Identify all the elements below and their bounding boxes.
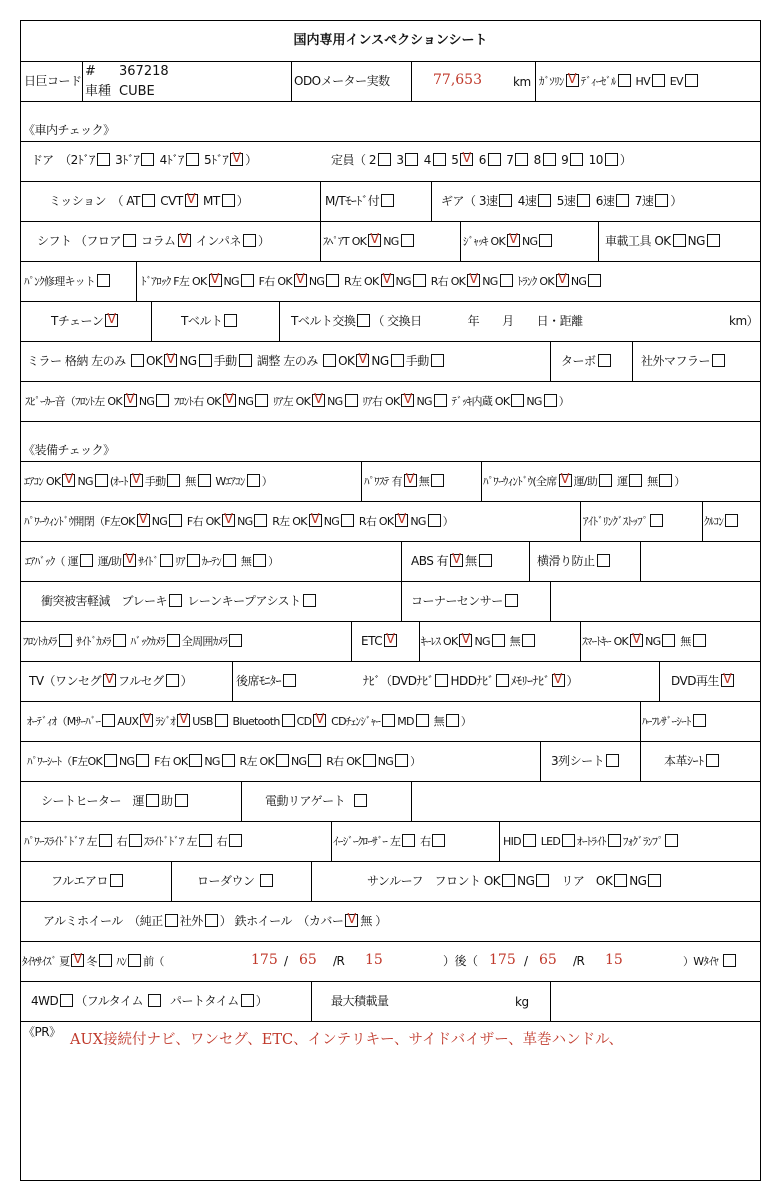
doorlock-rl-ng-checkbox[interactable] bbox=[413, 274, 426, 287]
tire-front-width: 175 bbox=[251, 952, 278, 968]
powersteer-row: ﾊﾟﾜｽﾃ 有V 無 bbox=[364, 474, 446, 490]
tire-rear-open: ）後（ bbox=[443, 954, 478, 968]
tchain-checkbox[interactable] bbox=[105, 314, 118, 327]
audio-mserver-checkbox[interactable] bbox=[102, 714, 115, 727]
doorlock-fr-ok-checkbox[interactable] bbox=[294, 274, 307, 287]
pslide-right-checkbox[interactable] bbox=[129, 834, 142, 847]
led-checkbox[interactable] bbox=[562, 834, 575, 847]
tchain-row: TチェーンV bbox=[51, 313, 120, 329]
collision-row: 衝突被害軽減 ブレーキ レーンキープアシスト bbox=[41, 593, 318, 609]
keyless-ng-checkbox[interactable] bbox=[492, 634, 505, 647]
capacity-9-checkbox[interactable] bbox=[570, 153, 583, 166]
sheet-title: 国内専用インスペクションシート bbox=[293, 33, 488, 48]
tire-rear-width: 175 bbox=[489, 952, 516, 968]
mission-at-checkbox[interactable] bbox=[142, 194, 155, 207]
aircon-manual-checkbox[interactable] bbox=[167, 474, 180, 487]
pseat-rl-ng-checkbox[interactable] bbox=[308, 754, 321, 767]
code-label: 日巨コード bbox=[24, 74, 82, 88]
audio-none-checkbox[interactable] bbox=[446, 714, 459, 727]
fuel-diesel-label: ﾃﾞｨｰｾﾞﾙ bbox=[580, 75, 616, 88]
doorlock-fl-ng-checkbox[interactable] bbox=[241, 274, 254, 287]
tbelt-km: km） bbox=[729, 314, 759, 328]
fuel-row bbox=[539, 74, 700, 90]
navi-dvd-checkbox[interactable] bbox=[435, 674, 448, 687]
heater-assist-checkbox[interactable] bbox=[175, 794, 188, 807]
tire-rear-rim: 15 bbox=[605, 952, 623, 968]
pw-rr-ng-checkbox[interactable] bbox=[428, 514, 441, 527]
abs-none-checkbox[interactable] bbox=[479, 554, 492, 567]
audio-usb-checkbox[interactable] bbox=[215, 714, 228, 727]
door-2-checkbox[interactable] bbox=[97, 153, 110, 166]
tire-front-slash: / bbox=[284, 954, 288, 968]
pslide-row: ﾊﾟﾜｰｽﾗｲﾄﾞﾄﾞｱ 左 右 ｽﾗｲﾄﾞﾄﾞｱ 左 右 bbox=[24, 834, 244, 850]
fulltime-checkbox[interactable] bbox=[148, 994, 161, 1007]
rear-gate-checkbox[interactable] bbox=[354, 794, 367, 807]
speaker-rr-ok-checkbox[interactable] bbox=[401, 394, 414, 407]
navi-hdd-checkbox[interactable] bbox=[496, 674, 509, 687]
speaker-fr-ok-checkbox[interactable] bbox=[223, 394, 236, 407]
pr-text: AUX接続付ナビ、ワンセグ、ETC、インテリキー、サイドバイザー、革巻ハンドル、 bbox=[70, 1032, 624, 1048]
halfleather-checkbox[interactable] bbox=[693, 714, 706, 727]
shift-inpane-checkbox[interactable] bbox=[243, 234, 256, 247]
powersteer-none-checkbox[interactable] bbox=[431, 474, 444, 487]
gear-3-checkbox[interactable] bbox=[499, 194, 512, 207]
doorlock-row: ﾄﾞｱﾛｯｸ F左 OKV NG F右 OKV NG R左 OKV NG R右 OKV NG ﾄﾗﾝｸ OKV NG bbox=[141, 274, 603, 290]
easy-closer-right-checkbox[interactable] bbox=[432, 834, 445, 847]
leather-seat-checkbox[interactable] bbox=[706, 754, 719, 767]
capacity-4-checkbox[interactable] bbox=[433, 153, 446, 166]
door-row: ドア （2ﾄﾞｱ 3ﾄﾞｱ 4ﾄﾞｱ 5ﾄﾞｱV ） bbox=[31, 152, 257, 168]
lowdown-checkbox[interactable] bbox=[260, 874, 273, 887]
pwindow-all-checkbox[interactable] bbox=[559, 474, 572, 487]
speaker-fl-ok-checkbox[interactable] bbox=[124, 394, 137, 407]
tire-front-rim: 15 bbox=[365, 952, 383, 968]
maxload-unit: kg bbox=[515, 995, 529, 1009]
tv-oneseg-checkbox[interactable] bbox=[103, 674, 116, 687]
inspection-sheet bbox=[20, 20, 761, 1181]
third-row-seat-row: 3列シート bbox=[551, 753, 621, 769]
slide-right-checkbox[interactable] bbox=[229, 834, 242, 847]
fourwd-row: 4WD （フルタイム パートタイム ） bbox=[31, 994, 268, 1008]
mission-cvt-checkbox[interactable] bbox=[185, 194, 198, 207]
audio-cdchanger-checkbox[interactable] bbox=[382, 714, 395, 727]
skid-control-checkbox[interactable] bbox=[597, 554, 610, 567]
speaker-row: ｽﾋﾟｰｶｰ音（ﾌﾛﾝﾄ左 OKV NG ﾌﾛﾝﾄ右 OKV NG ﾘｱ左 OKV NG ﾘｱ右 OKV NG ﾃﾞｯｷ内蔵 OK NG ） bbox=[25, 394, 569, 410]
corner-row: コーナーセンサー bbox=[411, 593, 520, 609]
gear-7-checkbox[interactable] bbox=[655, 194, 668, 207]
section-interior: 《車内チェック》 bbox=[23, 123, 115, 137]
mtmode-checkbox[interactable] bbox=[381, 194, 394, 207]
doorlock-rr-ng-checkbox[interactable] bbox=[500, 274, 513, 287]
capacity-8-checkbox[interactable] bbox=[543, 153, 556, 166]
audio-aux-checkbox[interactable] bbox=[140, 714, 153, 727]
stock-number: 367218 bbox=[119, 64, 169, 79]
sunroof-rear-ng-checkbox[interactable] bbox=[648, 874, 661, 887]
odo-unit: km bbox=[513, 75, 531, 89]
tools-ng-checkbox[interactable] bbox=[707, 234, 720, 247]
spare-ng-checkbox[interactable] bbox=[401, 234, 414, 247]
wtire-row: ）Wﾀｲﾔ bbox=[683, 954, 738, 970]
fuel-ev-label: EV bbox=[669, 75, 683, 88]
muffler-row: 社外マフラー bbox=[641, 353, 727, 369]
fullaero-row: フルエアロ bbox=[51, 873, 125, 889]
tools-row: 車載工具 OK NG bbox=[605, 233, 722, 249]
halfleather-row: ﾊｰﾌﾚｻﾞｰｼｰﾄ bbox=[642, 714, 708, 730]
gear-5-checkbox[interactable] bbox=[577, 194, 590, 207]
pw-rl-ng-checkbox[interactable] bbox=[341, 514, 354, 527]
tbelt-change-row: Tベルト交換 （ 交換日 年 月 日・距離 bbox=[291, 314, 583, 328]
airbag-driver-pass-checkbox[interactable] bbox=[123, 554, 136, 567]
mirror-fold-manual-checkbox[interactable] bbox=[239, 354, 252, 367]
third-row-checkbox[interactable] bbox=[606, 754, 619, 767]
sunroof-row: サンルーフ フロント OK NG リア OK NG bbox=[367, 873, 663, 889]
jack-ok-checkbox[interactable] bbox=[507, 234, 520, 247]
backcam-checkbox[interactable] bbox=[167, 634, 180, 647]
lowdown-row: ローダウン bbox=[197, 873, 275, 889]
pw-fr-ok-checkbox[interactable] bbox=[222, 514, 235, 527]
model-label: 車種 bbox=[85, 84, 112, 99]
doorlock-rl-ok-checkbox[interactable] bbox=[381, 274, 394, 287]
deck-ng-checkbox[interactable] bbox=[544, 394, 557, 407]
mission-mt-checkbox[interactable] bbox=[222, 194, 235, 207]
deck-ok-checkbox[interactable] bbox=[511, 394, 524, 407]
mirror-row: ミラー 格納 左のみ OKV NG 手動 調整 左のみ OKV NG 手動 bbox=[27, 353, 446, 369]
pseat-rr-ng-checkbox[interactable] bbox=[395, 754, 408, 767]
audio-radio-checkbox[interactable] bbox=[177, 714, 190, 727]
audio-row: ｵｰﾃﾞｨｵ（Mｻｰﾊﾞｰ AUXV ﾗｼﾞｵV USB Bluetooth CDV CDﾁｪﾝｼﾞｬｰ MD 無 ） bbox=[27, 714, 471, 730]
tbelt-row: Tベルト bbox=[181, 313, 239, 329]
airbag-driver-checkbox[interactable] bbox=[80, 554, 93, 567]
pw-fl-ng-checkbox[interactable] bbox=[169, 514, 182, 527]
puncture-kit-checkbox[interactable] bbox=[97, 274, 110, 287]
pw-fr-ng-checkbox[interactable] bbox=[254, 514, 267, 527]
corner-sensor-checkbox[interactable] bbox=[505, 594, 518, 607]
sunroof-rear-ok-checkbox[interactable] bbox=[614, 874, 627, 887]
parttime-checkbox[interactable] bbox=[241, 994, 254, 1007]
lights-row: HID LED ｵｰﾄﾗｲﾄ ﾌｫｸﾞﾗﾝﾌﾟ bbox=[503, 834, 680, 850]
capacity-5-checkbox[interactable] bbox=[460, 153, 473, 166]
maxload-label: 最大積載量 bbox=[331, 994, 389, 1008]
smartkey-ok-checkbox[interactable] bbox=[630, 634, 643, 647]
collision-brake-checkbox[interactable] bbox=[169, 594, 182, 607]
tire-winter-checkbox[interactable] bbox=[99, 954, 112, 967]
puncture-row: ﾊﾟﾝｸ修理キット bbox=[24, 274, 112, 290]
speaker-fl-ng-checkbox[interactable] bbox=[156, 394, 169, 407]
doorlock-fl-ok-checkbox[interactable] bbox=[209, 274, 222, 287]
heater-driver-checkbox[interactable] bbox=[146, 794, 159, 807]
audio-bluetooth-checkbox[interactable] bbox=[282, 714, 295, 727]
jack-ng-checkbox[interactable] bbox=[539, 234, 552, 247]
fuel-hv-label: HV bbox=[635, 75, 650, 88]
muffler-checkbox[interactable] bbox=[712, 354, 725, 367]
tire-han-checkbox[interactable] bbox=[128, 954, 141, 967]
aircon-row: ｴｱｺﾝ OKV NG (ｵｰﾄV 手動 無 Wｴｱｺﾝ ） bbox=[24, 474, 272, 490]
gear-4-checkbox[interactable] bbox=[538, 194, 551, 207]
door-4-checkbox[interactable] bbox=[186, 153, 199, 166]
steel-cover-checkbox[interactable] bbox=[345, 914, 358, 927]
smartkey-row: ｽﾏｰﾄｷｰ OKV NG 無 bbox=[582, 634, 708, 650]
pslide-left-checkbox[interactable] bbox=[99, 834, 112, 847]
aircon-ok-checkbox[interactable] bbox=[62, 474, 75, 487]
mirror-adjust-ng-checkbox[interactable] bbox=[391, 354, 404, 367]
tv-row: TV（ワンセグV フルセグ ） bbox=[29, 673, 192, 689]
fullaero-checkbox[interactable] bbox=[110, 874, 123, 887]
rear-monitor-row: 後席ﾓﾆﾀｰ bbox=[236, 673, 298, 689]
navi-row: ﾅﾋﾞ（DVDﾅﾋﾞ HDDﾅﾋﾞ ﾒﾓﾘｰﾅﾋﾞV ） bbox=[363, 673, 578, 689]
pwindow-driver-pass-checkbox[interactable] bbox=[599, 474, 612, 487]
tbelt-change-checkbox[interactable] bbox=[357, 314, 370, 327]
keyless-row: ｷｰﾚｽ OKV NG 無 bbox=[421, 634, 537, 650]
navi-memory-checkbox[interactable] bbox=[552, 674, 565, 687]
section-pr: 《PR》 bbox=[23, 1025, 61, 1039]
door-5-checkbox[interactable] bbox=[230, 153, 243, 166]
shift-floor-checkbox[interactable] bbox=[123, 234, 136, 247]
tire-front-ratio: 65 bbox=[299, 952, 317, 968]
pseat-fl-ng-checkbox[interactable] bbox=[136, 754, 149, 767]
jack-row: ｼﾞｬｯｷ OKV NG bbox=[463, 234, 554, 250]
mirror-fold-left-checkbox[interactable] bbox=[131, 354, 144, 367]
mirror-adjust-ok-checkbox[interactable] bbox=[356, 354, 369, 367]
alumi-aftermarket-checkbox[interactable] bbox=[205, 914, 218, 927]
mission-row: ミッション （ AT CVTV MT ） bbox=[49, 193, 248, 209]
keyless-none-checkbox[interactable] bbox=[522, 634, 535, 647]
powerwindow-row: ﾊﾟﾜｰｳｨﾝﾄﾞｳ(全席V 運/助 運 無 ） bbox=[483, 474, 685, 490]
camera-row: ﾌﾛﾝﾄｶﾒﾗ ｻｲﾄﾞｶﾒﾗ ﾊﾞｯｸｶﾒﾗ 全周囲ｶﾒﾗ bbox=[23, 634, 244, 650]
pseat-row: ﾊﾟﾜｰｼｰﾄ（F左OK NG F右 OK NG R左 OK NG R右 OK NG ） bbox=[27, 755, 421, 768]
pw-open-row: ﾊﾟﾜｰｳｨﾝﾄﾞｳ開閉（F左OKV NG F右 OKV NG R左 OKV NG R右 OKV NG ） bbox=[24, 514, 453, 530]
model-value: CUBE bbox=[119, 84, 155, 99]
pseat-rl-ok-checkbox[interactable] bbox=[276, 754, 289, 767]
mirror-fold-ok-checkbox[interactable] bbox=[164, 354, 177, 367]
capacity-7-checkbox[interactable] bbox=[515, 153, 528, 166]
heater-row: シートヒーター 運 助 bbox=[41, 793, 190, 809]
pwindow-driver-checkbox[interactable] bbox=[629, 474, 642, 487]
idlestop-row: ｱｲﾄﾞﾘﾝｸﾞｽﾄｯﾌﾟ bbox=[583, 514, 665, 530]
turbo-checkbox[interactable] bbox=[598, 354, 611, 367]
audio-cd-checkbox[interactable] bbox=[313, 714, 326, 727]
tire-rear-ratio: 65 bbox=[539, 952, 557, 968]
airbag-curtain-checkbox[interactable] bbox=[223, 554, 236, 567]
idlestop-checkbox[interactable] bbox=[650, 514, 663, 527]
sunroof-front-ok-checkbox[interactable] bbox=[502, 874, 515, 887]
pseat-fl-ok-checkbox[interactable] bbox=[104, 754, 117, 767]
skid-row: 横滑り防止 bbox=[537, 553, 612, 569]
cruise-checkbox[interactable] bbox=[725, 514, 738, 527]
dvd-play-row: DVD再生V bbox=[671, 673, 736, 689]
foglamp-checkbox[interactable] bbox=[665, 834, 678, 847]
autolight-checkbox[interactable] bbox=[608, 834, 621, 847]
tv-fullseg-checkbox[interactable] bbox=[166, 674, 179, 687]
abs-row: ABS 有V 無 bbox=[411, 553, 494, 569]
odo-label: ODOメーター実数 bbox=[294, 74, 390, 88]
speaker-rl-ng-checkbox[interactable] bbox=[345, 394, 358, 407]
aircon-none-checkbox[interactable] bbox=[198, 474, 211, 487]
fuel-hv-checkbox[interactable] bbox=[652, 74, 665, 87]
pw-fl-ok-checkbox[interactable] bbox=[137, 514, 150, 527]
speaker-rr-ng-checkbox[interactable] bbox=[434, 394, 447, 407]
airbag-none-checkbox[interactable] bbox=[253, 554, 266, 567]
fourwd-checkbox[interactable] bbox=[60, 994, 73, 1007]
etc-row: ETCV bbox=[361, 633, 399, 649]
mirror-adjust-manual-checkbox[interactable] bbox=[431, 354, 444, 367]
gear-6-checkbox[interactable] bbox=[616, 194, 629, 207]
audio-md-checkbox[interactable] bbox=[416, 714, 429, 727]
tire-summer-checkbox[interactable] bbox=[71, 954, 84, 967]
spare-tire-row: ｽﾍﾟｱT OKV NG bbox=[323, 234, 416, 250]
fuel-gasoline-label: ｶﾞｿﾘﾝ bbox=[539, 75, 564, 88]
powersteer-yes-checkbox[interactable] bbox=[404, 474, 417, 487]
odo-value: 77,653 bbox=[433, 72, 482, 88]
aroundcam-checkbox[interactable] bbox=[229, 634, 242, 647]
airbag-rear-checkbox[interactable] bbox=[187, 554, 200, 567]
speaker-fr-ng-checkbox[interactable] bbox=[255, 394, 268, 407]
mtmode-row: M/Tﾓｰﾄﾞ付 bbox=[325, 193, 396, 209]
pseat-fr-ok-checkbox[interactable] bbox=[189, 754, 202, 767]
wtire-checkbox[interactable] bbox=[723, 954, 736, 967]
aircon-auto-checkbox[interactable] bbox=[130, 474, 143, 487]
speaker-rl-ok-checkbox[interactable] bbox=[312, 394, 325, 407]
fuel-diesel-checkbox[interactable] bbox=[618, 74, 631, 87]
abs-yes-checkbox[interactable] bbox=[450, 554, 463, 567]
fuel-ev-checkbox[interactable] bbox=[685, 74, 698, 87]
doorlock-fr-ng-checkbox[interactable] bbox=[326, 274, 339, 287]
fuel-gasoline-checkbox[interactable] bbox=[566, 74, 579, 87]
number-prefix: # bbox=[85, 64, 96, 79]
capacity-3-checkbox[interactable] bbox=[405, 153, 418, 166]
lanekeep-checkbox[interactable] bbox=[303, 594, 316, 607]
etc-checkbox[interactable] bbox=[384, 634, 397, 647]
pseat-rr-ok-checkbox[interactable] bbox=[363, 754, 376, 767]
airbag-row: ｴｱﾊﾞｯｸ（ 運 運/助V ｻｲﾄﾞ ﾘｱ ｶｰﾃﾝ 無 ） bbox=[25, 554, 278, 570]
spare-ok-checkbox[interactable] bbox=[368, 234, 381, 247]
hid-checkbox[interactable] bbox=[523, 834, 536, 847]
mirror-fold-ng-checkbox[interactable] bbox=[199, 354, 212, 367]
pwindow-none-checkbox[interactable] bbox=[659, 474, 672, 487]
smartkey-ng-checkbox[interactable] bbox=[662, 634, 675, 647]
tools-ok-checkbox[interactable] bbox=[673, 234, 686, 247]
smartkey-none-checkbox[interactable] bbox=[693, 634, 706, 647]
shift-row: シフト （フロア コラムV インパネ ） bbox=[37, 233, 270, 249]
cruise-row: ｸﾙｺﾝ bbox=[704, 514, 740, 530]
rear-monitor-checkbox[interactable] bbox=[283, 674, 296, 687]
frontcam-checkbox[interactable] bbox=[59, 634, 72, 647]
wheel-row: アルミホイール （純正 社外 ） 鉄ホイール （カバーV 無 ） bbox=[43, 913, 387, 929]
capacity-2-checkbox[interactable] bbox=[378, 153, 391, 166]
airbag-side-checkbox[interactable] bbox=[160, 554, 173, 567]
tire-rear-slash: / bbox=[524, 954, 528, 968]
slide-left-checkbox[interactable] bbox=[199, 834, 212, 847]
tire-front-r: /R bbox=[333, 954, 345, 968]
leather-row: 本革ｼｰﾄ bbox=[664, 753, 721, 769]
easy-closer-left-checkbox[interactable] bbox=[402, 834, 415, 847]
trunk-ng-checkbox[interactable] bbox=[588, 274, 601, 287]
tire-row: ﾀｲﾔｻｲｽﾞ 夏V 冬 ﾊﾝ 前（ bbox=[22, 954, 164, 970]
keyless-ok-checkbox[interactable] bbox=[459, 634, 472, 647]
door-3-checkbox[interactable] bbox=[141, 153, 154, 166]
tire-rear-r: /R bbox=[573, 954, 585, 968]
mirror-adjust-left-checkbox[interactable] bbox=[323, 354, 336, 367]
tbelt-checkbox[interactable] bbox=[224, 314, 237, 327]
aircon-ng-checkbox[interactable] bbox=[95, 474, 108, 487]
waircon-checkbox[interactable] bbox=[247, 474, 260, 487]
trunk-ok-checkbox[interactable] bbox=[556, 274, 569, 287]
sunroof-front-ng-checkbox[interactable] bbox=[536, 874, 549, 887]
rear-gate-row: 電動リアゲート bbox=[265, 793, 369, 809]
doorlock-rr-ok-checkbox[interactable] bbox=[467, 274, 480, 287]
capacity-6-checkbox[interactable] bbox=[488, 153, 501, 166]
shift-column-checkbox[interactable] bbox=[178, 234, 191, 247]
dvd-play-checkbox[interactable] bbox=[721, 674, 734, 687]
alumi-genuine-checkbox[interactable] bbox=[165, 914, 178, 927]
gear-row: ギア（ 3速 4速 5速 6速 7速 ） bbox=[441, 194, 682, 208]
capacity-10-checkbox[interactable] bbox=[605, 153, 618, 166]
turbo-row: ターボ bbox=[561, 353, 613, 369]
pw-rr-ok-checkbox[interactable] bbox=[395, 514, 408, 527]
sidecam-checkbox[interactable] bbox=[113, 634, 126, 647]
pw-rl-ok-checkbox[interactable] bbox=[309, 514, 322, 527]
capacity-row: 定員（ 2 3 4 5V 6 7 8 9 10 ） bbox=[331, 152, 631, 168]
section-equipment: 《装備チェック》 bbox=[23, 443, 115, 457]
pseat-fr-ng-checkbox[interactable] bbox=[222, 754, 235, 767]
easy-closer-row: ｲｰｼﾞｰｸﾛｰｻﾞｰ 左 右 bbox=[333, 834, 447, 850]
